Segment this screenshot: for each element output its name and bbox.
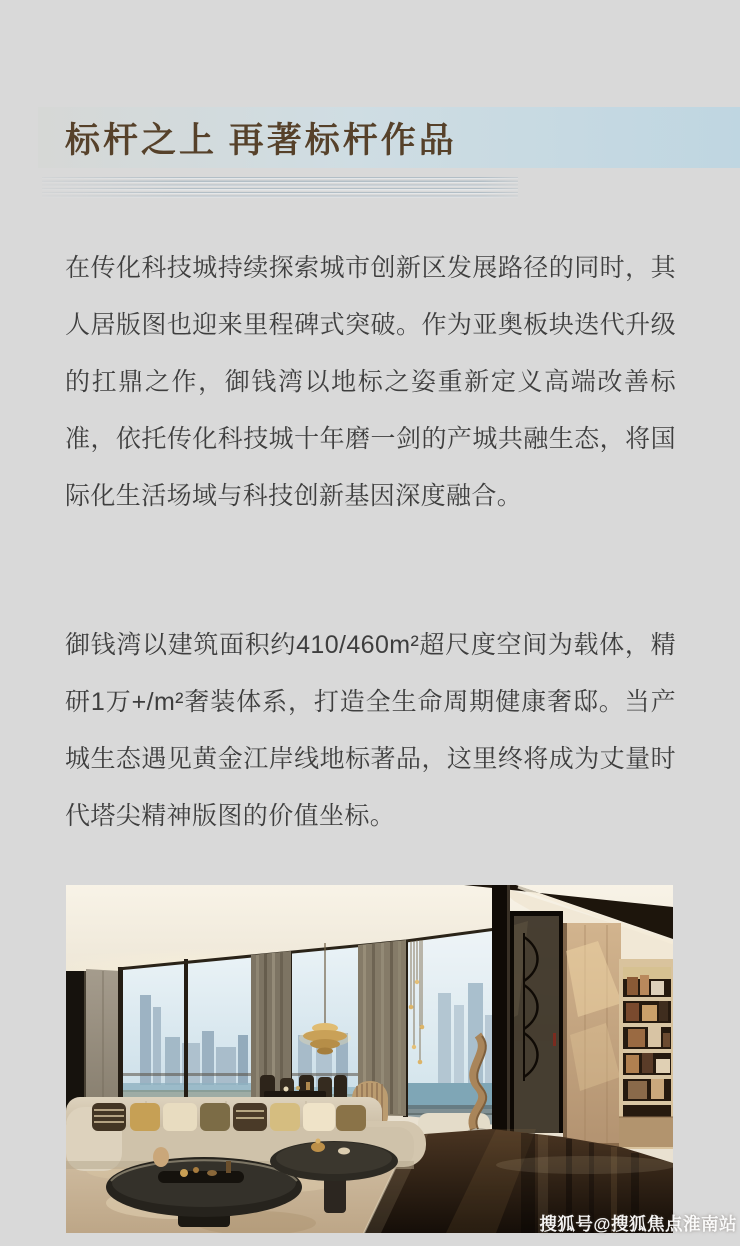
decorative-stripes-divider (42, 177, 518, 199)
watermark: 搜狐号@搜狐焦点淮南站 (539, 1214, 737, 1234)
section-title-bar (38, 107, 740, 168)
page-title: 标杆之上 再著标杆作品 (65, 120, 457, 160)
article-paragraph-2: 御钱湾以建筑面积约410/460m²超尺度空间为载体，精研1万+/m²奢装体系，打造全生命周期健康奢邸。当产城生态遇见黄金江岸线地标著品，这里终将成为丈量时代塔尖精神版图的价值坐标。 (65, 631, 676, 830)
sofa-pillows (92, 1103, 366, 1131)
article-paragraph-1: 在传化科技城持续探索城市创新区发展路径的同时，其人居版图也迎来里程碑式突破。作为亚奥板块迭代升级的扛鼎之作，御钱湾以地标之姿重新定义高端改善标准，依托传化科技城十年磨一剑的产城共融生态，将国际化生活场域与科技创新基因深度融合。 (65, 254, 676, 510)
living-room-photo (66, 885, 673, 1233)
bookshelf (619, 959, 673, 1149)
glass-sliding-door (492, 885, 563, 1135)
wood-wall-panel (563, 923, 622, 1151)
